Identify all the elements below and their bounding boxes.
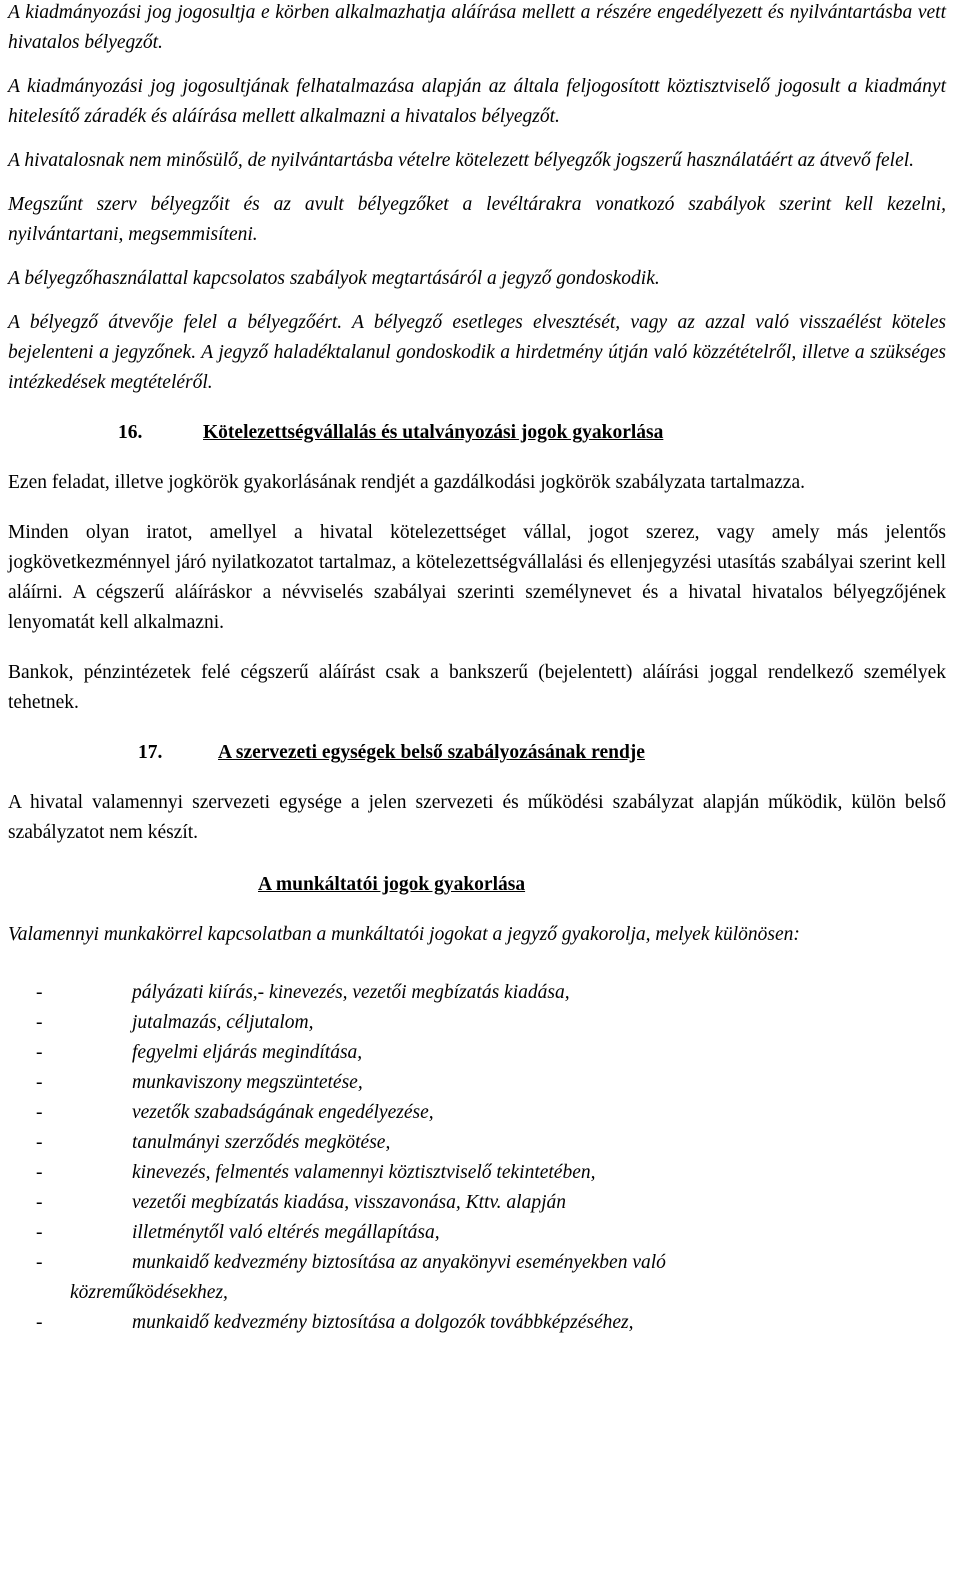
list-item-text: vezetői megbízatás kiadása, visszavonása, Kttv. alapján [132, 1192, 567, 1213]
list-item-text: jutalmazás, céljutalom, [132, 1012, 314, 1033]
list-dash: - [36, 1312, 43, 1333]
list-item [8, 1068, 946, 1098]
stamp-loss-text: A bélyegző átvevője felel a bélyegzőért. A bélyegző esetleges elvesztését, vagy az azzal való visszaélést köteles bejelenteni a jegyzőnek. [8, 312, 946, 363]
paragraph-signing-documents: Minden olyan iratot, amellyel a hivatal kötelezettséget vállal, jogot szerez, vagy amely más jelentős jogkövetkezménnyel járó nyilatkozatot tartalmaz, a kötelezettségvállalási és ellenjegyzési utasítás szabályai szerint kell aláírni. A cégszerű aláíráskor a névviselés szabályai szerinti személynevet és a hivatal hivatalos bélyegzőjének lenyomatát kell alkalmazni. [8, 522, 946, 633]
list-item-text: munkaidő kedvezmény biztosítása az anyakönyvi eseményekben való [132, 1252, 666, 1273]
paragraph-stamp-usage: A kiadmányozási jog jogosultja e körben alkalmazhatja aláírása mellett a részére engedélyezett és nyilvántartásba vett hivatalos bélyegzőt. [8, 2, 946, 53]
list-item [8, 1308, 946, 1338]
list-item-text: fegyelmi eljárás megindítása, [132, 1042, 363, 1063]
list-item-text: munkaidő kedvezmény biztosítása a dolgozók továbbképzéséhez, [132, 1312, 634, 1333]
list-item-text: pályázati kiírás,- kinevezés, vezetői megbízatás kiadása, [132, 982, 570, 1003]
paragraph-defunct-stamps: Megszűnt szerv bélyegzőit és az avult bélyegzőket a levéltárakra vonatkozó szabályok szerint kell kezelni, nyilvántartani, megsemmisíteni. [8, 194, 946, 245]
paragraph-internal-regulation: A hivatal valamennyi szervezeti egysége a jelen szervezeti és működési szabályzat alapján működik, külön belső szabályzatot nem készít. [8, 792, 946, 843]
list-item [8, 1098, 946, 1128]
paragraph-non-official-stamps: A hivatalosnak nem minősülő, de nyilvántartásba vételre kötelezett bélyegzők jogszerű használatáért az átvevő felel. [8, 150, 915, 171]
list-dash: - [36, 1042, 43, 1063]
list-item [8, 1158, 946, 1188]
list-item-text: tanulmányi szerződés megkötése, [132, 1132, 391, 1153]
paragraph-stamp-loss [8, 308, 946, 398]
list-item-text: illetménytől való eltérés megállapítása, [132, 1222, 440, 1243]
paragraph-bank-signatures: Bankok, pénzintézetek felé cégszerű aláírást csak a bankszerű (bejelentett) aláírási joggal rendelkező személyek tehetnek. [8, 662, 946, 713]
section-16-title: Kötelezettségvállalás és utalványozási jogok gyakorlása [203, 422, 664, 443]
section-17-heading [8, 738, 946, 768]
list-item [8, 1248, 946, 1278]
list-dash: - [36, 1252, 43, 1273]
list-dash: - [36, 1162, 43, 1183]
paragraph-employer-rights-intro: Valamennyi munkakörrel kapcsolatban a munkáltatói jogokat a jegyző gyakorolja, melyek különösen: [8, 924, 800, 945]
section-17-number: 17. [138, 742, 163, 763]
employer-rights-heading: A munkáltatói jogok gyakorlása [258, 874, 526, 895]
employer-rights-list [8, 978, 946, 1338]
list-dash: - [36, 1132, 43, 1153]
list-item [8, 1008, 946, 1038]
list-item [8, 978, 946, 1008]
document-page [8, 0, 946, 1338]
list-item-text: kinevezés, felmentés valamennyi köztisztviselő tekintetében, [132, 1162, 596, 1183]
list-item [8, 1038, 946, 1068]
list-item-continuation: közreműködésekhez, [70, 1282, 228, 1303]
list-dash: - [36, 1192, 43, 1213]
paragraph-authorized-official: A kiadmányozási jog jogosultjának felhatalmazása alapján az általa feljogosított köztisztviselő jogosult a kiadmányt hitelesítő záradék és aláírása mellett alkalmazni a hivatalos bélyegzőt. [8, 76, 946, 127]
list-dash: - [36, 1012, 43, 1033]
section-16-number: 16. [118, 422, 143, 443]
list-item [8, 1128, 946, 1158]
section-16-heading [8, 418, 946, 448]
list-item [8, 1188, 946, 1218]
stamp-loss-notice-text: A jegyző haladéktalanul gondoskodik a hirdetmény útján való közzétételről, illetve a szükséges intézkedések megtételéről. [8, 342, 946, 393]
list-dash: - [36, 1072, 43, 1093]
paragraph-commitment-rules: Ezen feladat, illetve jogkörök gyakorlásának rendjét a gazdálkodási jogkörök szabályzata tartalmazza. [8, 472, 805, 493]
list-item-text: vezetők szabadságának engedélyezése, [132, 1102, 434, 1123]
list-item [8, 1218, 946, 1248]
list-dash: - [36, 1102, 43, 1123]
paragraph-stamp-rules: A bélyegzőhasználattal kapcsolatos szabályok megtartásáról a jegyző gondoskodik. [8, 268, 660, 289]
list-dash: - [36, 982, 43, 1003]
list-item-text: munkaviszony megszüntetése, [132, 1072, 363, 1093]
section-17-title: A szervezeti egységek belső szabályozásának rendje [218, 742, 645, 763]
list-dash: - [36, 1222, 43, 1243]
